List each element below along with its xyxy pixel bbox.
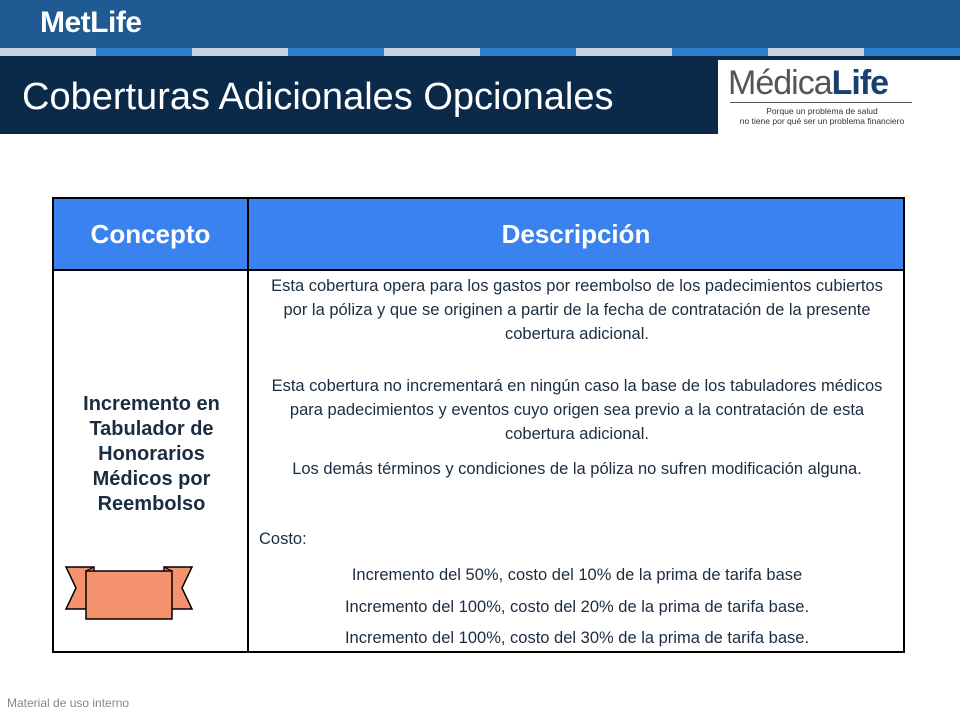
- tagline-line-1: Porque un problema de salud: [766, 106, 878, 116]
- stripe-segment: [0, 48, 96, 56]
- top-header-bar: [0, 0, 960, 48]
- stripe-segment: [384, 48, 480, 56]
- coverage-table: [52, 197, 905, 653]
- medicalife-prefix: Médica: [728, 64, 832, 102]
- medicalife-tagline: [732, 106, 912, 126]
- header-descripcion: Descripción: [249, 199, 903, 269]
- header-stripe: [0, 48, 960, 56]
- metlife-logo: MetLife: [40, 6, 142, 39]
- stripe-segment: [288, 48, 384, 56]
- concept-cell: Incremento en Tabulador de Honorarios Médicos por Reembolso: [83, 393, 220, 515]
- stripe-segment: [576, 48, 672, 56]
- stripe-segment: [768, 48, 864, 56]
- header-concepto: Concepto: [54, 199, 249, 269]
- stripe-segment: [192, 48, 288, 56]
- footer-note: Material de uso interno: [7, 696, 130, 710]
- stripe-segment: [864, 48, 960, 56]
- stripe-segment: [96, 48, 192, 56]
- medicalife-divider: [730, 102, 912, 103]
- column-divider: [247, 269, 249, 651]
- description-paragraph-1: Esta cobertura opera para los gastos por reembolso de los padecimientos cubiertos por la póliza y que se originen a partir de la fecha de contratación de la presente cobertura adicional.: [271, 277, 883, 343]
- ribbon-icon: [64, 561, 194, 623]
- stripe-segment: [672, 48, 768, 56]
- page-title: Coberturas Adicionales Opcionales: [22, 76, 614, 118]
- medicalife-logo: [718, 60, 960, 134]
- header-divider: [54, 269, 903, 271]
- description-paragraph-2: Esta cobertura no incrementará en ningún caso la base de los tabuladores médicos para padecimientos y eventos cuyo origen sea previo a la contratación de esta cobertura adicional.: [271, 377, 883, 443]
- description-paragraph-3: Los demás términos y condiciones de la póliza no sufren modificación alguna.: [292, 460, 862, 478]
- title-band: [0, 56, 960, 134]
- medicalife-suffix: Life: [831, 64, 889, 102]
- cost-item: Incremento del 50%, costo del 10% de la prima de tarifa base: [351, 566, 803, 584]
- cost-item: Incremento del 100%, costo del 20% de la prima de tarifa base.: [344, 598, 810, 616]
- costo-label: Costo:: [259, 530, 307, 548]
- tagline-line-2: no tiene por qué ser un problema financiero: [739, 116, 905, 126]
- stripe-segment: [480, 48, 576, 56]
- cost-item: Incremento del 100%, costo del 30% de la prima de tarifa base.: [344, 629, 810, 647]
- medicalife-wordmark: [728, 64, 888, 103]
